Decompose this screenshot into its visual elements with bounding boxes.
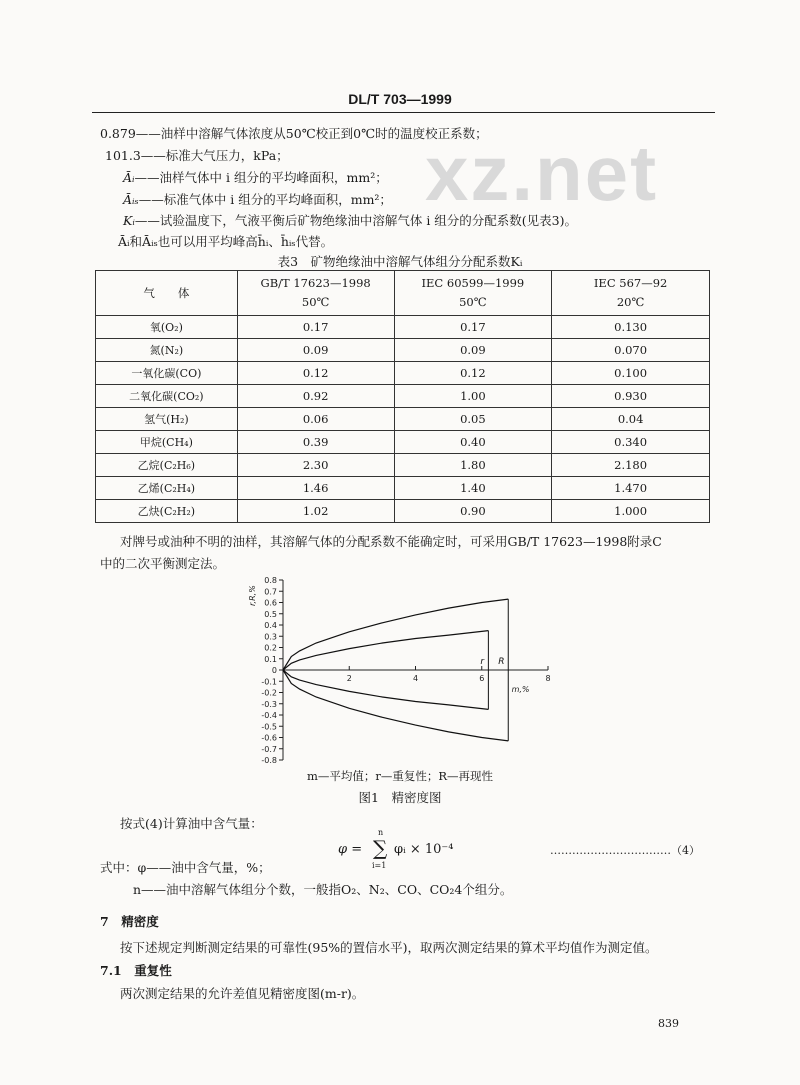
section-7-1-title: 7.1 重复性	[100, 963, 172, 978]
page-number: 839	[658, 1017, 679, 1030]
definition-line: 101.3——标准大气压力，kPa；	[105, 148, 289, 163]
table-header-cell: IEC 567—92 20℃	[552, 271, 710, 316]
table-row: 乙炔(C₂H₂) 1.02 0.90 1.000	[96, 500, 710, 523]
x-tick-label: 8	[545, 674, 551, 683]
table-row: 氢气(H₂) 0.06 0.05 0.04	[96, 408, 710, 431]
formula-intro: 按式(4)计算油中含气量：	[120, 816, 263, 831]
y-tick-label: -0.5	[261, 722, 277, 732]
table-caption: 表3 矿物绝缘油中溶解气体组分分配系数Kᵢ	[277, 254, 523, 269]
section-7-title: 7 精密度	[100, 914, 159, 929]
definition-line: 0.879——油样中溶解气体浓度从50℃校正到0℃时的温度校正系数；	[100, 126, 488, 141]
chart-axes	[248, 576, 551, 765]
chart-legend: m—平均值；r—重复性；R—再现性	[306, 769, 494, 783]
header-rule	[92, 112, 715, 113]
y-tick-label: 0.8	[264, 576, 277, 585]
series-line	[283, 599, 508, 670]
y-tick-label: -0.3	[261, 699, 277, 709]
definition-line: Āᵢ——油样气体中 i 组分的平均峰面积，mm²；	[123, 170, 388, 185]
y-axis-label: r,R,%	[248, 585, 257, 606]
y-tick-label: -0.2	[261, 688, 277, 698]
table-row: 乙烷(C₂H₆) 2.30 1.80 2.180	[96, 454, 710, 477]
x-axis-label: m,%	[511, 685, 530, 694]
table-row: 一氧化碳(CO) 0.12 0.12 0.100	[96, 362, 710, 385]
series-line	[283, 670, 508, 741]
y-tick-label: -0.1	[261, 677, 277, 687]
y-tick-label: -0.6	[261, 733, 277, 743]
y-tick-label: 0.4	[264, 621, 277, 630]
section-7-text: 按下述规定判断测定结果的可靠性(95%的置信水平)，取两次测定结果的算术平均值作为测定值。	[120, 940, 658, 955]
y-tick-label: -0.8	[261, 756, 277, 765]
alt-note: Āᵢ和Āᵢₛ也可以用平均峰高h̄ᵢ、h̄ᵢₛ代替。	[118, 234, 334, 249]
x-tick-label: 6	[479, 674, 485, 683]
y-tick-label: 0.1	[264, 654, 277, 664]
partition-coefficient-table	[95, 270, 710, 523]
formula-number: ……………………………（4）	[550, 844, 700, 857]
paragraph-line: 对牌号或油种不明的油样，其溶解气体的分配系数不能确定时，可采用GB/T 17623—1998附录C	[120, 534, 662, 549]
chart-title: 图1 精密度图	[358, 790, 442, 805]
where-line: 式中：φ——油中含气量，%；	[100, 860, 271, 875]
table-row: 氮(N₂) 0.09 0.09 0.070	[96, 339, 710, 362]
definition-line: Kᵢ——试验温度下，气液平衡后矿物绝缘油中溶解气体 i 组分的分配系数(见表3)。	[123, 213, 578, 228]
x-tick-label: 2	[346, 674, 352, 683]
y-tick-label: 0.6	[264, 598, 277, 608]
table-row: 二氧化碳(CO₂) 0.92 1.00 0.930	[96, 385, 710, 408]
table-header-cell: GB/T 17623—1998 50℃	[237, 271, 394, 316]
page-header: DL/T 703—1999	[348, 91, 452, 107]
sum-icon: ∑	[373, 836, 388, 860]
table-header-cell: IEC 60599—1999 50℃	[394, 271, 552, 316]
y-tick-label: 0	[271, 666, 277, 675]
series-line	[283, 670, 488, 709]
formula: φ = n ∑ i=1 φᵢ × 10⁻⁴	[338, 828, 454, 870]
table-row: 甲烷(CH₄) 0.39 0.40 0.340	[96, 431, 710, 454]
y-tick-label: 0.5	[264, 609, 277, 619]
series-line	[283, 631, 488, 670]
y-tick-label: -0.4	[261, 711, 277, 720]
table-header-row	[96, 271, 710, 316]
table-row: 氧(O₂) 0.17 0.17 0.130	[96, 316, 710, 339]
x-tick-label: 4	[412, 674, 419, 683]
section-7-1-text: 两次测定结果的允许差值见精密度图(m-r)。	[120, 986, 365, 1001]
where-line: n——油中溶解气体组分个数，一般指O₂、N₂、CO、CO₂4个组分。	[133, 882, 513, 897]
definition-line: Āᵢₛ——标准气体中 i 组分的平均峰面积，mm²；	[123, 192, 392, 207]
R-annotation: R	[498, 657, 505, 667]
y-tick-label: 0.3	[264, 632, 277, 642]
y-tick-label: 0.2	[264, 643, 277, 653]
precision-chart	[230, 572, 570, 772]
y-tick-label: 0.7	[264, 587, 277, 597]
r-annotation: r	[480, 657, 485, 667]
y-tick-label: -0.7	[261, 744, 277, 754]
table-header-cell: 气 体	[96, 271, 238, 316]
watermark: xz.net	[425, 129, 659, 217]
table-row: 乙烯(C₂H₄) 1.46 1.40 1.470	[96, 477, 710, 500]
paragraph-line: 中的二次平衡测定法。	[100, 556, 226, 571]
